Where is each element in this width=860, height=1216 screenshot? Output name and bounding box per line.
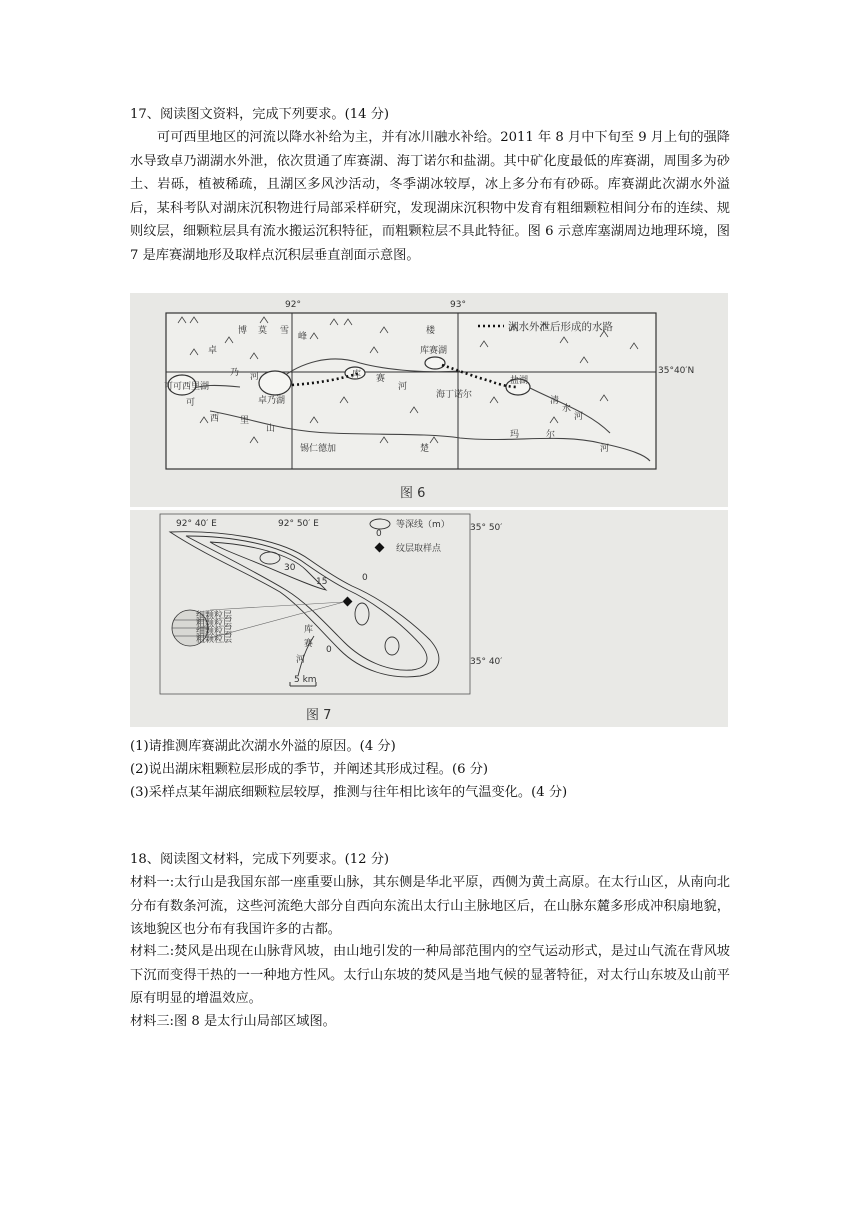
place-zhuo: 卓 [208,346,218,356]
fig7-lat-3540: 35° 40′ [470,657,503,667]
lon-93: 93° [450,300,466,310]
q17-header: 17、阅读图文资料，完成下列要求。(14 分) [130,107,390,122]
place-er: 尔 [546,430,556,440]
q18-material-3: 材料三:图 8 是太行山局部区域图。 [130,1014,336,1029]
place-ku: 库 [352,370,362,380]
river-sai: 赛 [304,639,314,649]
fig7-lon-9250: 92° 50′ E [278,519,319,529]
place-shan: 山 [266,424,276,434]
lake-haidingnuoer: 海丁诺尔 [436,390,473,400]
lake-kekexili: 可可西里湖 [164,382,210,392]
place-he-4: 河 [600,444,610,454]
place-xirendejia: 锡仁德加 [300,444,337,454]
place-li: 里 [240,416,250,426]
place-bo: 博 [238,326,248,336]
layer-fine-2: 细颗粒层 [196,627,233,637]
lon-92: 92° [285,300,301,310]
scale-bar [290,675,317,686]
legend-contour-zero: 0 [376,529,382,539]
place-lou: 楼 [426,326,436,336]
fig7-lat-3550: 35° 50′ [470,523,503,533]
place-xi: 西 [210,414,220,424]
q17-question-1: (1)请推测库赛湖此次湖水外溢的原因。(4 分) [130,739,396,754]
figure-7-map [130,510,728,727]
place-he-3: 河 [574,412,584,422]
contour-0-b: 0 [326,645,332,655]
figure-7 [130,510,728,727]
q17-paragraph: 可可西里地区的河流以降水补给为主，并有冰川融水补给。2011 年 8 月中下旬至 9 月上旬的强降水导致卓乃湖湖水外泄，依次贯通了库赛湖、海丁诺尔和盐湖。其中矿化度最低的库赛湖，周围多为砂土、岩砾，植被稀疏，且湖区多风沙活动，冬季湖冰较厚，冰上多分布有砂砾。库赛湖此次湖水外溢后，某科考队对湖床沉积物进行局部采样研究，发现湖床沉积物中发育有粗细颗粒相间分布的连续、规则纹层，细颗粒层具有流水搬运沉积特征，而粗颗粒层不具此特征。图 6 示意库塞湖周边地理环境，图 7 是库赛湖地形及取样点沉积层垂直剖面示意图。 [130,130,730,263]
scale-label: 5 km [294,675,317,685]
layer-fine-1: 细颗粒层 [196,611,233,621]
lake-kusai: 库赛湖 [420,346,448,356]
figure-7-caption: 图 7 [306,708,332,723]
place-ma: 玛 [510,430,520,440]
contour-0-a: 0 [362,573,368,583]
lake-zhuonai: 卓乃湖 [258,396,286,406]
q17-question-2: (2)说出湖床粗颗粒层形成的季节，并阐述其形成过程。(6 分) [130,762,489,777]
q18-material-1: 材料一:太行山是我国东部一座重要山脉，其东侧是华北平原，西侧为黄土高原。在太行山区，从南向北分布有数条河流，这些河流绝大部分自西向东流出太行山主脉地区后，在山脉东麓多形成冲积扇地貌，该地貌区也分布有我国许多的古都。 [130,875,730,937]
figure-6 [130,293,728,507]
contour-15: 15 [316,577,328,587]
place-mo: 莫 [258,326,268,336]
sediment-profile [172,609,232,646]
place-he-2: 河 [398,382,408,392]
river-he: 河 [296,655,306,665]
legend-contour-label: 等深线（m） [396,520,450,530]
q18-material-2: 材料二:焚风是出现在山脉背风坡，由山地引发的一种局部范围内的空气运动形式，是过山气流在背风坡下沉而变得干热的一一种地方性风。太行山东坡的焚风是当地气候的显著特征，对太行山东坡及山前平原有明显的增温效应。 [130,944,730,1006]
place-shui: 水 [562,404,572,414]
q18-header: 18、阅读图文材料，完成下列要求。(12 分) [130,852,390,867]
lake-yanhu: 盐湖 [510,376,529,386]
figure-6-caption: 图 6 [400,486,426,501]
legend-route-label: 湖水外泄后形成的水路 [508,321,613,333]
place-qing: 清 [550,396,560,406]
place-xue: 雪 [280,326,290,336]
layer-coarse-1: 粗颗粒层 [196,619,233,629]
place-he-1: 河 [250,372,260,382]
place-ke: 可 [186,398,196,408]
lat-3540: 35°40′N [658,366,695,376]
place-sai: 赛 [376,374,386,384]
place-nai: 乃 [230,368,240,378]
place-chu: 楚 [420,444,430,454]
layer-coarse-2: 粗颗粒层 [196,635,233,645]
river-ku: 库 [304,625,314,635]
q17-question-3: (3)采样点某年湖底细颗粒层较厚，推测与往年相比该年的气温变化。(4 分) [130,785,568,800]
figure-6-map [130,293,728,507]
place-feng: 峰 [298,332,308,342]
legend-point-label: 纹层取样点 [396,544,442,554]
fig7-lon-9240: 92° 40′ E [176,519,217,529]
contour-30: 30 [284,563,296,573]
